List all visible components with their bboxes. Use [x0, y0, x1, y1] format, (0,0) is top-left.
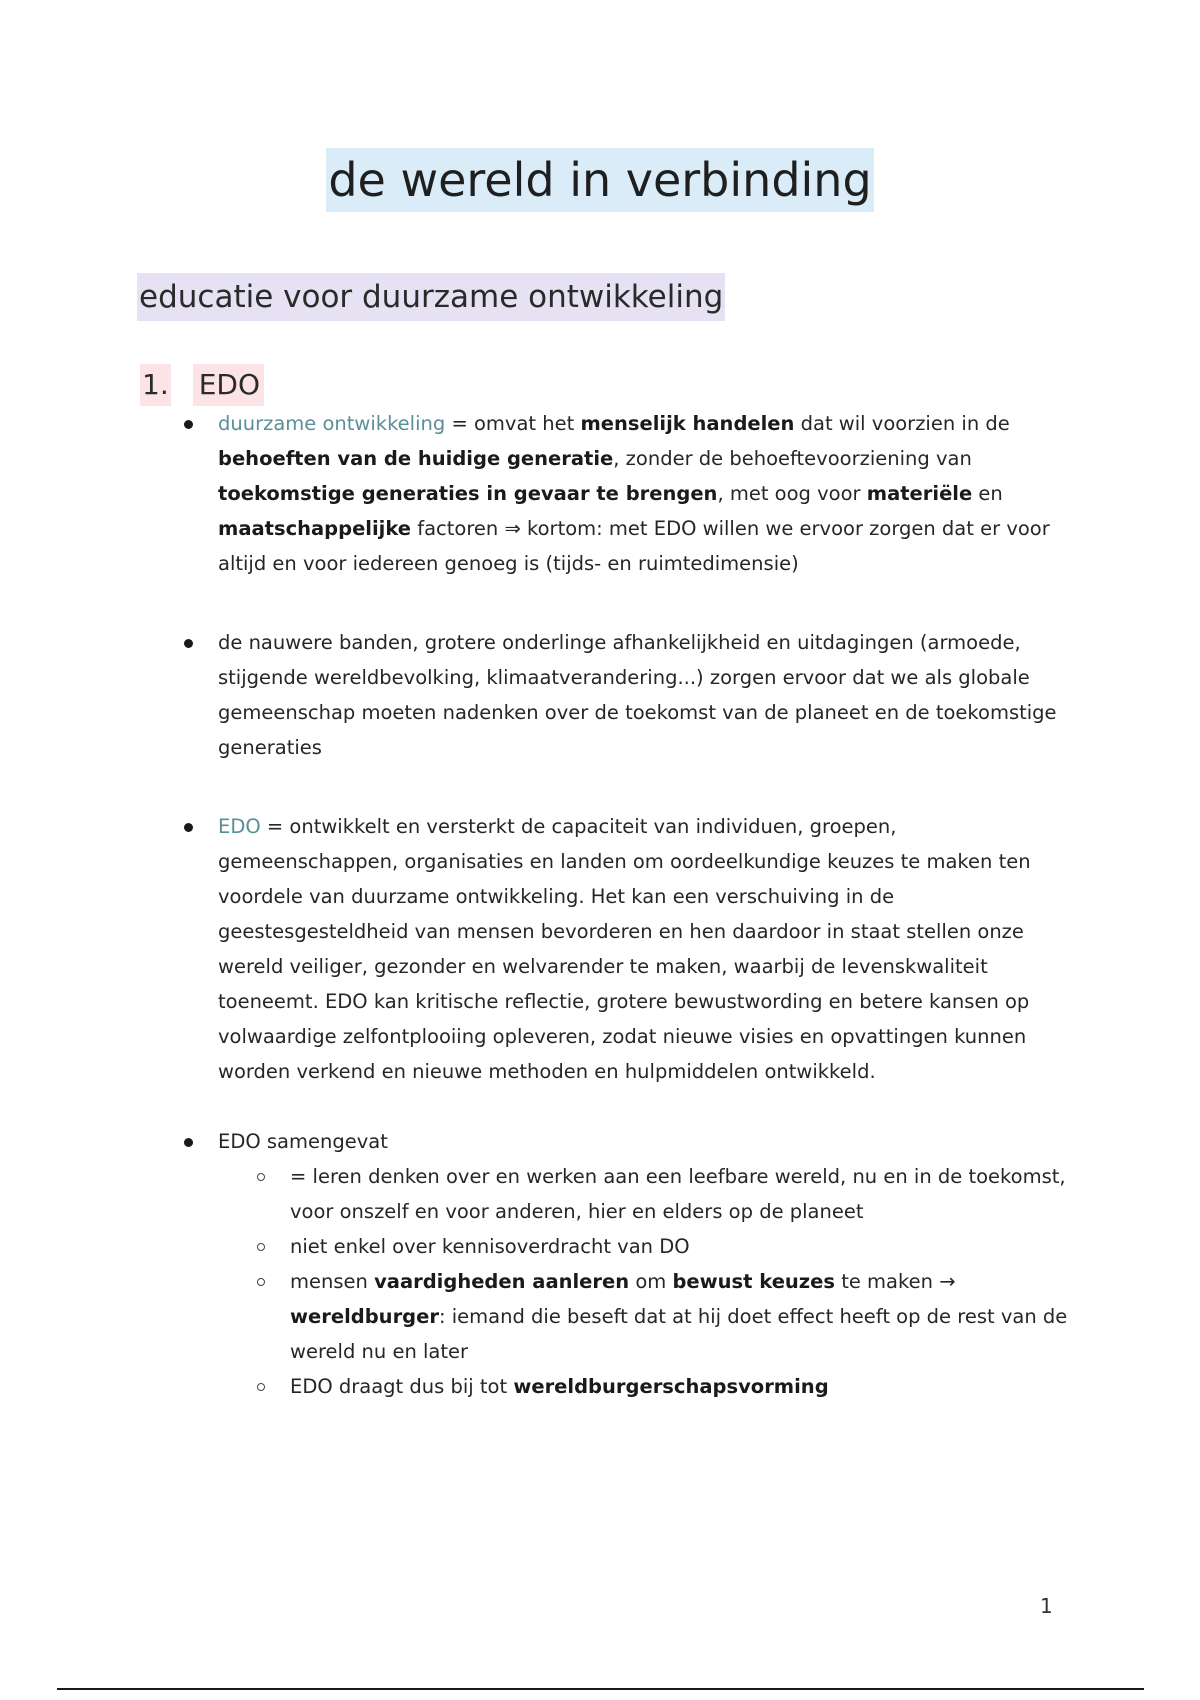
subtitle: educatie voor duurzame ontwikkeling	[137, 273, 725, 321]
bold-text: wereldburger	[290, 1305, 439, 1328]
sub-item	[218, 1264, 1080, 1369]
sub-item-text: niet enkel over kennisoverdracht van DO	[290, 1235, 690, 1258]
bullet-text: = omvat het	[445, 412, 581, 435]
sub-item-text: om	[629, 1270, 673, 1293]
bullet-text: factoren ⇒ kortom: met EDO willen we ervoor zorgen dat er voor altijd en voor iedereen genoeg is (tijds- en ruimtedimensie)	[218, 517, 1050, 575]
bold-text: vaardigheden aanleren	[374, 1270, 630, 1293]
page-number: 1	[1040, 1594, 1053, 1618]
bullet-text: dat wil voorzien in de	[794, 412, 1010, 435]
bold-text: behoeften van de huidige generatie	[218, 447, 614, 470]
term-edo: EDO	[218, 815, 261, 838]
bold-text: maatschappelijke	[218, 517, 412, 540]
bullet-text: , met oog voor	[717, 482, 867, 505]
sub-item	[218, 1229, 1080, 1264]
title-wrapper	[0, 148, 1200, 212]
bullet-text: , zonder de behoeftevoorziening van	[613, 447, 972, 470]
bold-text: menselijk handelen	[580, 412, 795, 435]
term-duurzame-ontwikkeling: duurzame ontwikkeling	[218, 412, 446, 435]
footer-divider	[57, 1688, 1144, 1690]
bullet-text: EDO samengevat	[218, 1130, 388, 1153]
section-heading	[140, 364, 264, 406]
page-title: de wereld in verbinding	[326, 148, 873, 212]
bullet-edo-samengevat	[180, 1124, 1080, 1404]
bullet-edo-definition	[180, 809, 1080, 1089]
bullet-nauwere-banden	[180, 625, 1080, 765]
bullet-duurzame-ontwikkeling	[180, 406, 1080, 581]
sub-item-text: te maken →	[835, 1270, 956, 1293]
sub-item-text: = leren denken over en werken aan een leefbare wereld, nu en in de toekomst, voor onszelf en voor anderen, hier en elders op de planeet	[290, 1165, 1066, 1223]
bold-text: materiële	[866, 482, 973, 505]
sub-list	[218, 1159, 1080, 1404]
bullet-text: en	[972, 482, 1003, 505]
sub-item-text: : iemand die beseft dat at hij doet effect heeft op de rest van de wereld nu en later	[290, 1305, 1068, 1363]
sub-item-text: mensen	[290, 1270, 375, 1293]
bold-text: toekomstige generaties in gevaar te brengen	[218, 482, 718, 505]
section-number: 1.	[140, 364, 171, 406]
content-body	[180, 406, 1080, 1404]
section-label: EDO	[193, 364, 264, 406]
sub-item-text: EDO draagt dus bij tot	[290, 1375, 514, 1398]
bold-text: wereldburgerschapsvorming	[513, 1375, 829, 1398]
bullet-text: = ontwikkelt en versterkt de capaciteit van individuen, groepen, gemeenschappen, organisaties en landen om oordeelkundige keuzes te maken ten voordele van duurzame ontwikkeling. Het kan een verschuiving in de geestesgesteldheid van mensen bevorderen en hen daardoor in staat stellen onze wereld veiliger, gezonder en welvarender te maken, waarbij de levenskwaliteit toeneemt. EDO kan kritische reflectie, grotere bewustwording en betere kansen op volwaardige zelfontplooiing opleveren, zodat nieuwe visies en opvattingen kunnen worden verkend en nieuwe methoden en hulpmiddelen ontwikkeld.	[218, 815, 1031, 1083]
sub-item	[218, 1369, 1080, 1404]
bullet-list	[180, 406, 1080, 1404]
bullet-text: de nauwere banden, grotere onderlinge afhankelijkheid en uitdagingen (armoede, stijgende wereldbevolking, klimaatverandering...) zorgen ervoor dat we als globale gemeenschap moeten nadenken over de toekomst van de planeet en de toekomstige generaties	[218, 631, 1057, 759]
bold-text: bewust keuzes	[672, 1270, 835, 1293]
sub-item	[218, 1159, 1080, 1229]
